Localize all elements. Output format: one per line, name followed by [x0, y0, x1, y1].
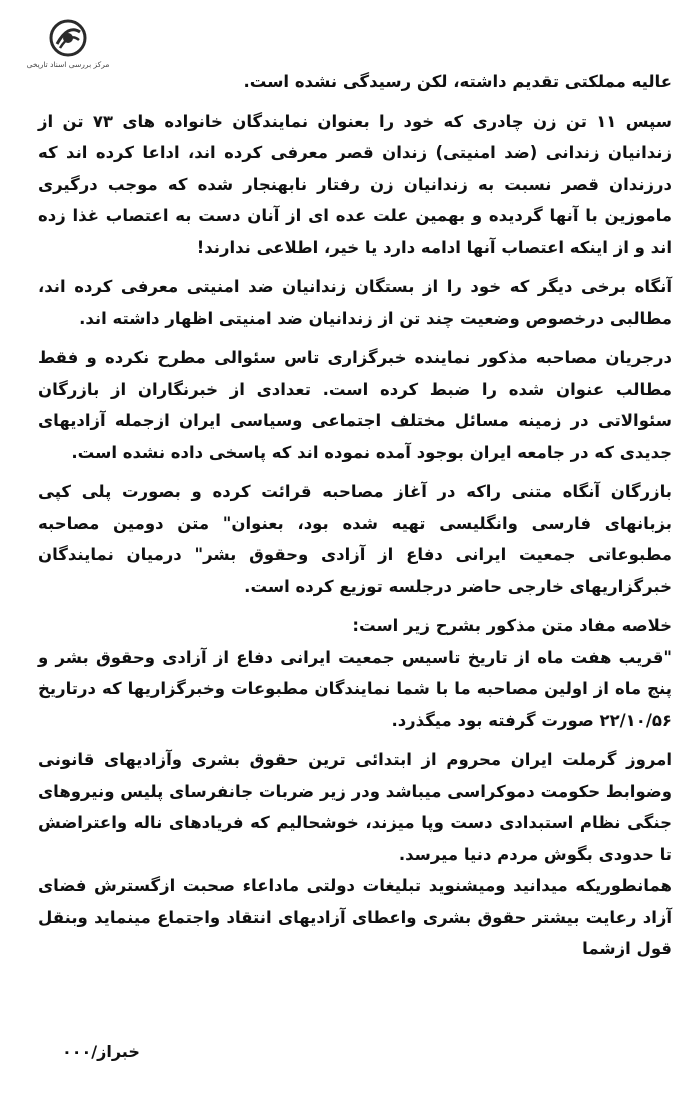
archive-logo-caption: مرکز بررسی اسناد تاریخی — [26, 60, 110, 69]
paragraph-5: بازرگان آنگاه متنی راکه در آغاز مصاحبه قرائت کرده و بصورت پلی کپی بزبانهای فارسی وانگلیسی تهیه شده بود، بعنوان" متن دومین مصاحبه مطبوعاتی جمعیت ایرانی دفاع از آزادی وحقوق بشر" درمیان نمایندگان خبرگزاریهای خارجی حاضر درجلسه توزیع کرده است. — [38, 482, 672, 596]
archive-emblem-icon — [48, 18, 88, 58]
archive-logo — [20, 18, 110, 72]
paragraph-9: همانطوریکه میدانید ومیشنوید تبلیغات دولتی ماداعاء صحبت ازگسترش فضای آزاد رعایت بیشتر حقوق بشری واعطای آزادیهای انتقاد واجتماع مینماید وبنقل قول ازشما — [38, 876, 672, 958]
paragraph-7: "قریب هفت ماه از تاریخ تاسیس جمعیت ایرانی دفاع از آزادی وحقوق بشر و پنج ماه از اولین مصاحبه ما با شما نمایندگان مطبوعات وخبرگزاریها که درتاریخ ۲۲/۱۰/۵۶ صورت گرفته بود میگذرد. — [38, 647, 672, 730]
paragraph-8: امروز گرملت ایران محروم از ابتدائی ترین حقوق بشری وآزادیهای قانونی وضوابط حکومت دموکراسی میباشد ودر زیر ضربات جانفرسای پلیس ونیروهای جنگی نظام استبدادی دست وپا میزند، خوشحالیم که فریادهای ناله واعتراضش تا حدودی بگوش مردم دنیا میرسد. — [38, 750, 672, 864]
paragraph-1: عالیه مملکتی تقدیم داشته، لکن رسیدگی نشده است. — [243, 72, 672, 91]
paragraph-2: سپس ۱۱ تن زن چادری که خود را بعنوان نمایندگان خانواده های ۷۳ تن از زندانیان زندانی (ضد امنیتی) زندان قصر معرفی کرده اند، اداعا کرده اند که درزندان قصر نسبت به زندانیان زن رفتار نابهنجار شده که موجب درگیری ماموزین با آنها گردیده و بهمین علت عده ای از آنان دست به اعتصاب غذا زده اند و از اینکه اعتصاب آنها ادامه دارد یا خیر، اطلاعی ندارند! — [38, 111, 673, 257]
document-body — [38, 66, 672, 965]
paragraph-3: آنگاه برخی دیگر که خود را از بستگان زندانیان ضد امنیتی معرفی کرده اند، مطالبی درخصوص وضعیت چند تن از زندانیان ضد امنیتی اظهار داشته اند. — [38, 277, 672, 328]
paragraph-6: خلاصه مفاد متن مذکور بشرح زیر است: — [352, 616, 672, 635]
page-footer: خبراز/۰۰۰ — [62, 1042, 140, 1061]
paragraph-4: درجریان مصاحبه مذکور نماینده خبرگزاری تاس سئوالی مطرح نکرده و فقط مطالب عنوان شده را ضبط کرده است. تعدادی از خبرنگاران از بازرگان سئوالاتی در زمینه مسائل مختلف اجتماعی وسیاسی ایران ازجمله آزادیهای جدیدی که در جامعه ایران بوجود آمده نموده اند که پاسخی داده نشده است. — [38, 348, 672, 462]
